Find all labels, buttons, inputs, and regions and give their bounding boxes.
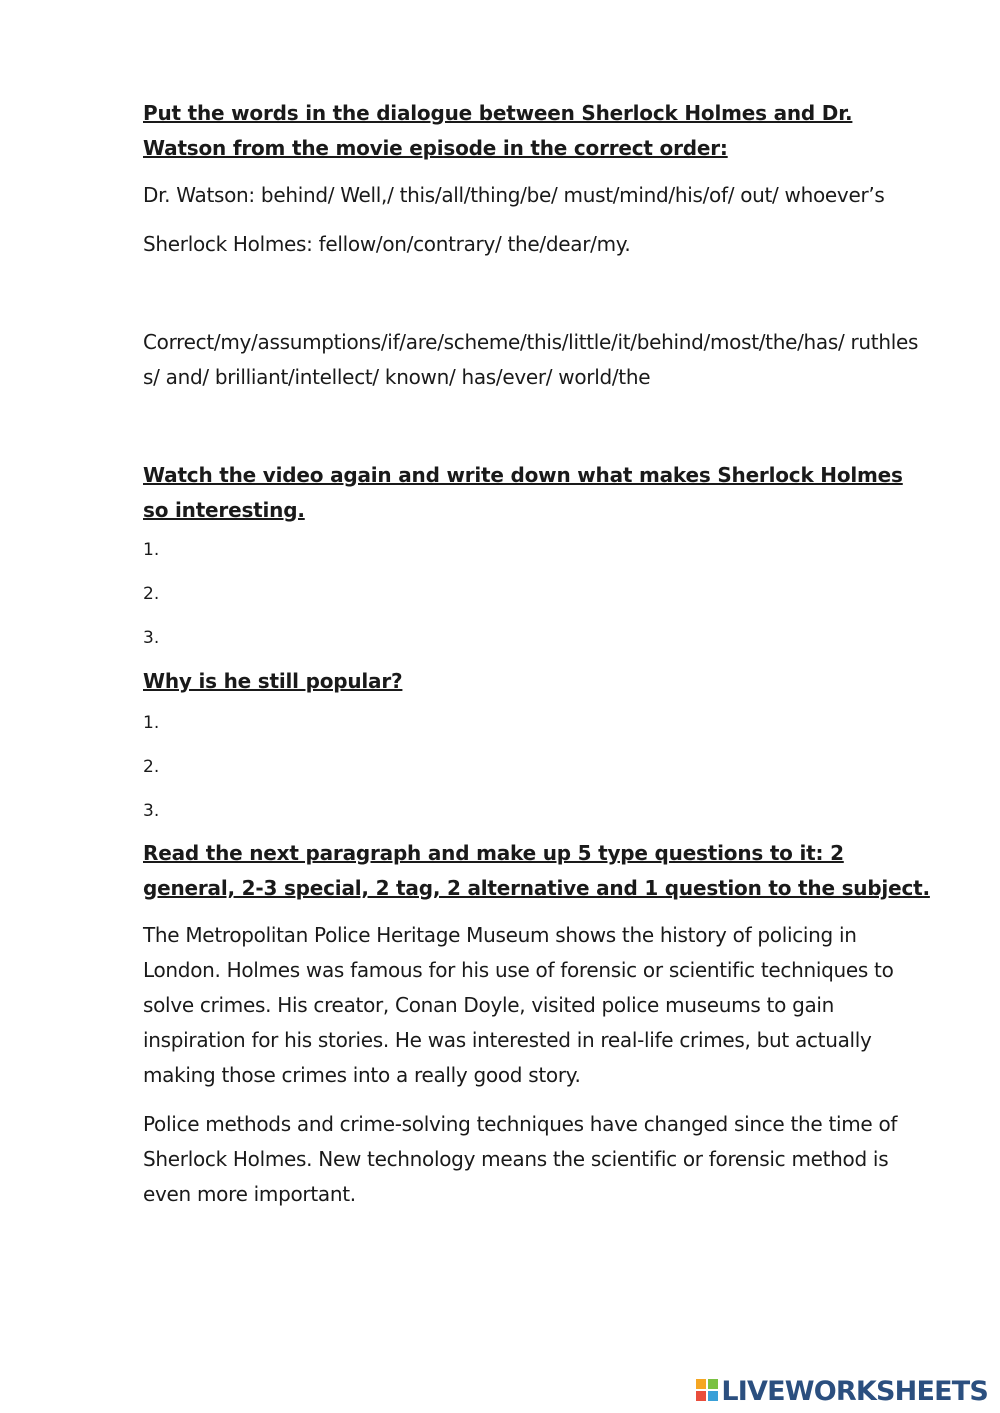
list-item: 2. [143, 584, 160, 604]
holmes-line: Sherlock Holmes: fellow/on/contrary/ the/dear/my. [143, 232, 631, 256]
section2-heading: Watch the video again and write down what makes Sherlock Holmes so interesting. [143, 463, 903, 522]
section3-heading: Why is he still popular? [143, 669, 403, 693]
list-item: 3. [143, 801, 160, 821]
paragraph-1: The Metropolitan Police Heritage Museum shows the history of policing in London. Holmes was famous for his use of forensic or scientific techniques to solve crimes. His creator, Conan Doyle, visited police museums to gain inspiration for his stories. He was interested in real-life crimes, but actually making those crimes into a really good story. [143, 923, 894, 1087]
liveworksheets-logo [696, 1376, 988, 1407]
section2-list [143, 540, 933, 648]
section3-list [143, 713, 933, 821]
watson-line: Dr. Watson: behind/ Well,/ this/all/thing/be/ must/mind/his/of/ out/ whoever’s [143, 183, 885, 207]
paragraph-2: Police methods and crime-solving techniques have changed since the time of Sherlock Holmes. New technology means the scientific or forensic method is even more important. [143, 1112, 898, 1206]
section1-heading: Put the words in the dialogue between Sherlock Holmes and Dr. Watson from the movie episode in the correct order: [143, 101, 853, 160]
liveworksheets-logo-icon [696, 1379, 718, 1405]
list-item: 1. [143, 540, 160, 560]
list-item: 3. [143, 628, 160, 648]
scrambled-line: Correct/my/assumptions/if/are/scheme/this/little/it/behind/most/the/has/ ruthless/ and/ brilliant/intellect/ known/ has/ever/ world/the [143, 330, 919, 389]
list-item: 2. [143, 757, 160, 777]
section4-heading: Read the next paragraph and make up 5 type questions to it: 2 general, 2-3 special, 2 tag, 2 alternative and 1 question to the subject. [143, 841, 930, 900]
worksheet-content [143, 96, 933, 1212]
list-item: 1. [143, 713, 160, 733]
logo-text: LIVEWORKSHEETS [721, 1376, 988, 1407]
